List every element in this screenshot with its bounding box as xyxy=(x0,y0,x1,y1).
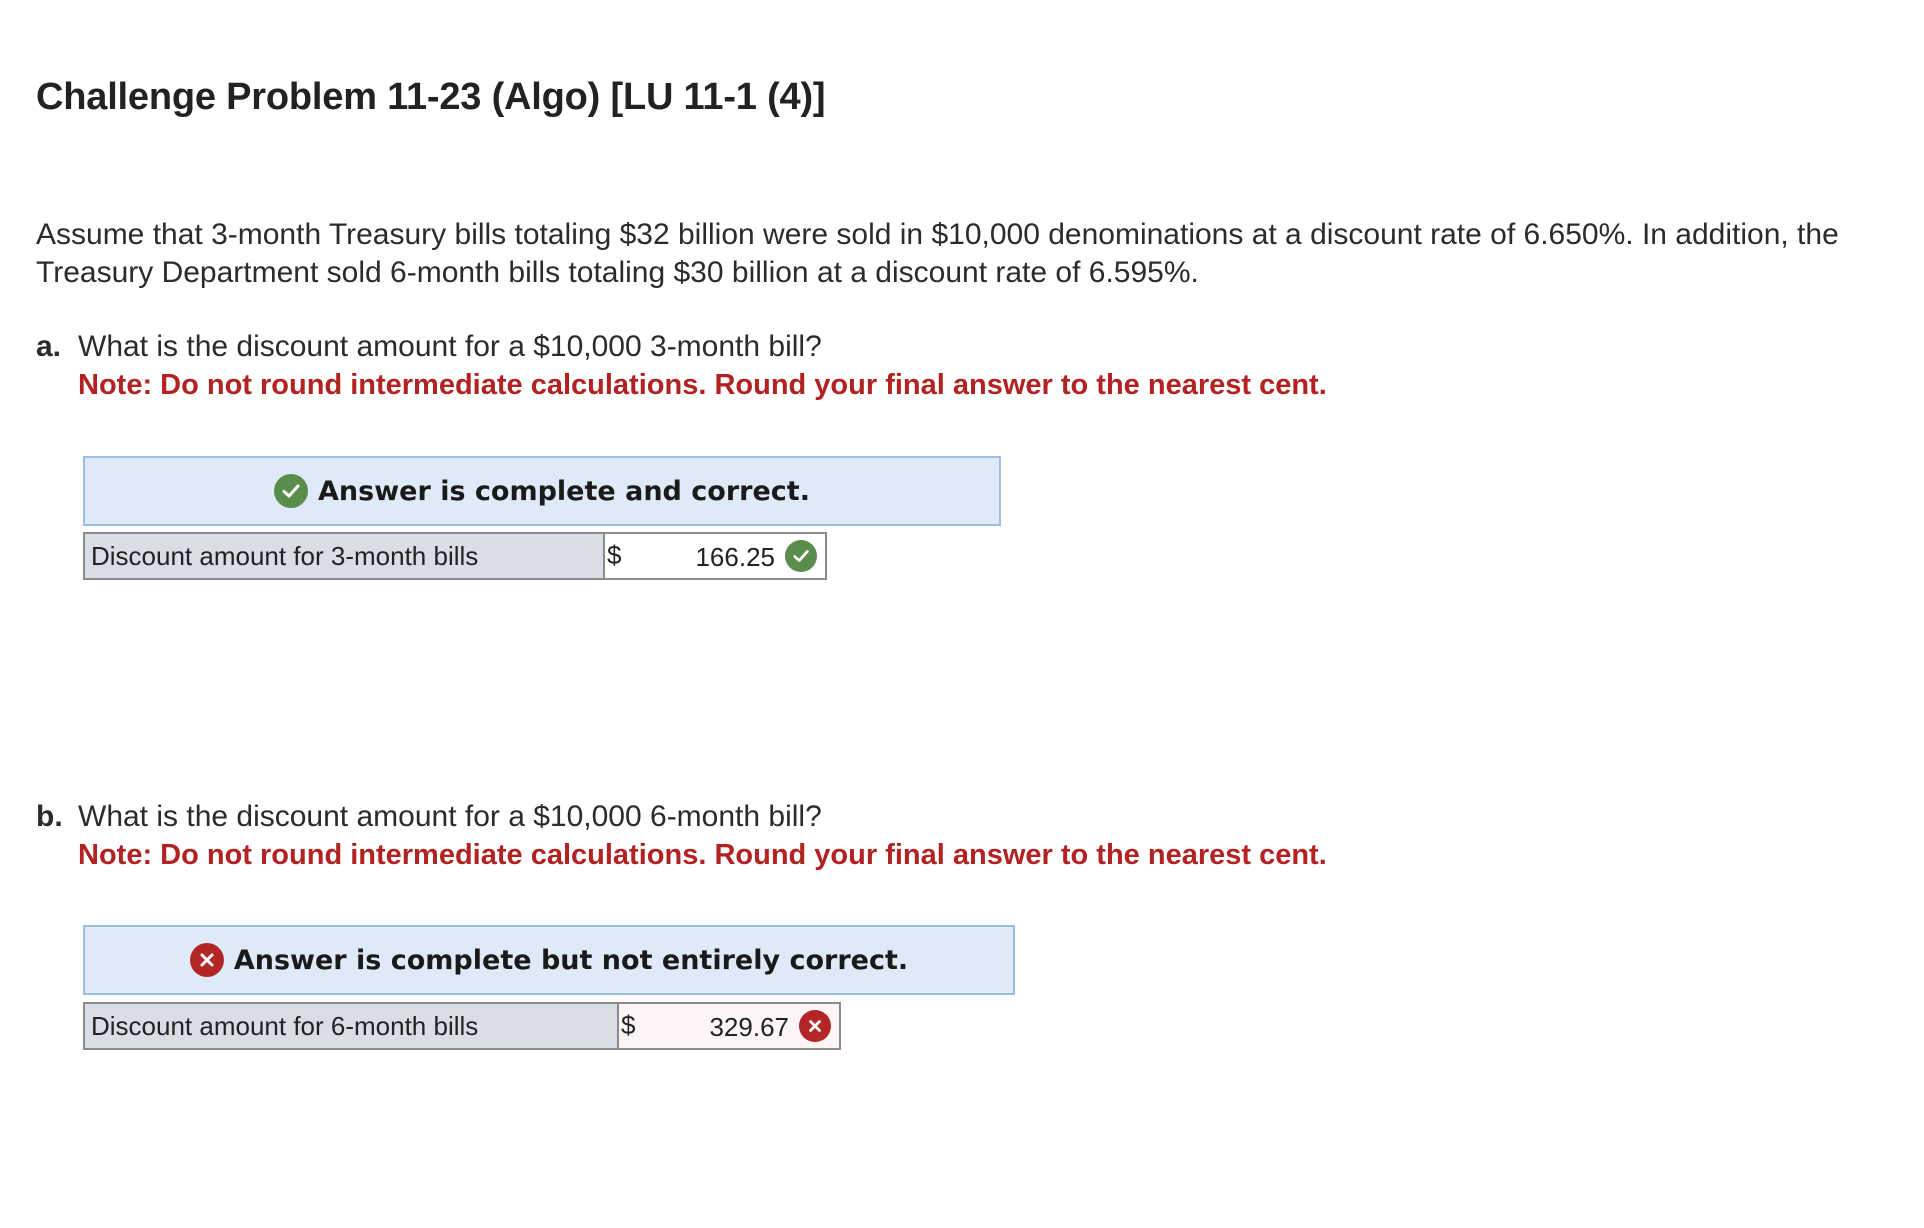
question-a xyxy=(36,328,822,366)
answer-a-currency: $ xyxy=(607,540,622,570)
answer-a-label xyxy=(85,534,605,578)
question-a-letter: a. xyxy=(36,330,62,363)
answer-a-banner-text: Answer is complete and correct. xyxy=(318,475,810,507)
answer-a-row xyxy=(83,532,827,580)
x-circle-icon xyxy=(190,943,224,977)
answer-b-label-text: Discount amount for 6-month bills xyxy=(91,1010,479,1041)
answer-a-banner xyxy=(83,456,1001,526)
correct-check-icon xyxy=(785,540,817,572)
answer-b-currency: $ xyxy=(621,1010,636,1040)
answer-b-banner-text: Answer is complete but not entirely correct. xyxy=(233,944,909,976)
question-b-letter: b. xyxy=(36,800,63,833)
question-b xyxy=(36,798,822,836)
check-circle-icon xyxy=(274,474,308,508)
answer-b-value: 329.67 xyxy=(709,1012,789,1042)
page-title: Challenge Problem 11-23 (Algo) [LU 11-1 (4)] xyxy=(36,76,826,118)
question-b-note: Note: Do not round intermediate calculations. Round your final answer to the nearest cent. xyxy=(78,839,1327,871)
problem-statement: Assume that 3-month Treasury bills totaling $32 billion were sold in $10,000 denominations at a discount rate of 6.650%. In addition, the Treasury Department sold 6-month bills totaling $30 billion at a discount rate of 6.595%. xyxy=(36,218,1839,289)
answer-b-input[interactable] xyxy=(619,1004,839,1048)
answer-a-input[interactable] xyxy=(605,534,825,578)
answer-a-label-text: Discount amount for 3-month bills xyxy=(91,540,479,571)
incorrect-x-icon xyxy=(799,1010,831,1042)
answer-b-label xyxy=(85,1004,619,1048)
question-a-text: What is the discount amount for a $10,000 3-month bill? xyxy=(78,330,822,363)
question-a-note: Note: Do not round intermediate calculations. Round your final answer to the nearest cent. xyxy=(78,369,1327,401)
answer-a-value: 166.25 xyxy=(695,542,775,572)
answer-b-row xyxy=(83,1002,841,1050)
answer-b-banner xyxy=(83,925,1015,995)
question-b-text: What is the discount amount for a $10,000 6-month bill? xyxy=(78,800,822,833)
